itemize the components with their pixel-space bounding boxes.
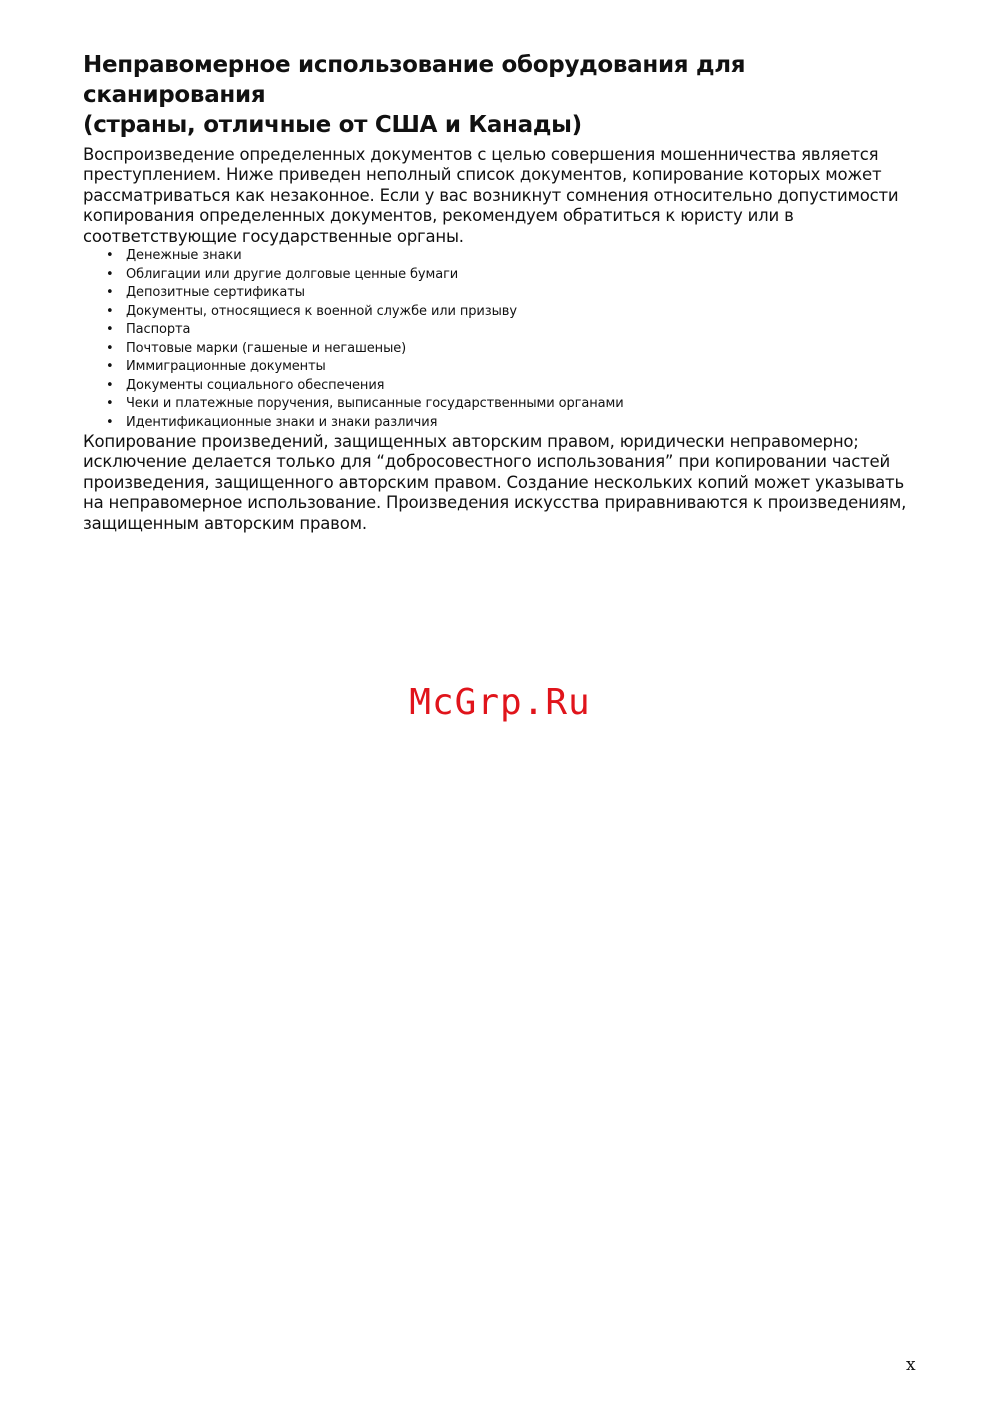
list-item: • Облигации или другие долговые ценные бумаги xyxy=(103,266,923,285)
page-title xyxy=(83,50,923,140)
watermark: McGrp.Ru xyxy=(409,682,591,723)
intro-paragraph: Воспроизведение определенных документов с целью совершения мошенничества является преступлением. Ниже приведен неполный список документов, копирование которых может рассматриваться как незаконное. Если у вас возникнут сомнения относительно допустимости копирования определенных документов, рекомендуем обратиться к юристу или в соответствующие государственные органы. xyxy=(83,145,899,246)
list-item: • Депозитные сертификаты xyxy=(103,284,923,303)
list-item: • Идентификационные знаки и знаки различия xyxy=(103,414,923,433)
bullet-icon: • xyxy=(106,303,114,319)
list-item: • Почтовые марки (гашеные и негашеные) xyxy=(103,340,923,359)
list-item: • Чеки и платежные поручения, выписанные государственными органами xyxy=(103,395,923,414)
document-body xyxy=(83,50,923,534)
closing-paragraph: Копирование произведений, защищенных авторским правом, юридически неправомерно; исключение делается только для “добросовестного использования” при копировании частей произведения, защищенного авторским правом. Создание нескольких копий может указывать на неправомерное использование. Произведения искусства приравниваются к произведениям, защищенным авторским правом. xyxy=(83,432,907,533)
list-item: • Документы социального обеспечения xyxy=(103,377,923,396)
bullet-icon: • xyxy=(106,359,114,375)
page-title-line-2: (страны, отличные от США и Канады) xyxy=(83,112,582,138)
bullet-icon: • xyxy=(106,248,114,264)
document-list xyxy=(83,247,923,432)
bullet-icon: • xyxy=(106,396,114,412)
list-item: • Паспорта xyxy=(103,321,923,340)
bullet-icon: • xyxy=(106,414,114,430)
page-number: x xyxy=(906,1355,916,1375)
list-item: • Денежные знаки xyxy=(103,247,923,266)
list-item: • Документы, относящиеся к военной службе или призыву xyxy=(103,303,923,322)
bullet-icon: • xyxy=(106,322,114,338)
bullet-icon: • xyxy=(106,377,114,393)
bullet-icon: • xyxy=(106,340,114,356)
bullet-icon: • xyxy=(106,285,114,301)
page-title-line-1: Неправомерное использование оборудования для сканирования xyxy=(83,52,746,108)
list-item: • Иммиграционные документы xyxy=(103,358,923,377)
bullet-icon: • xyxy=(106,266,114,282)
